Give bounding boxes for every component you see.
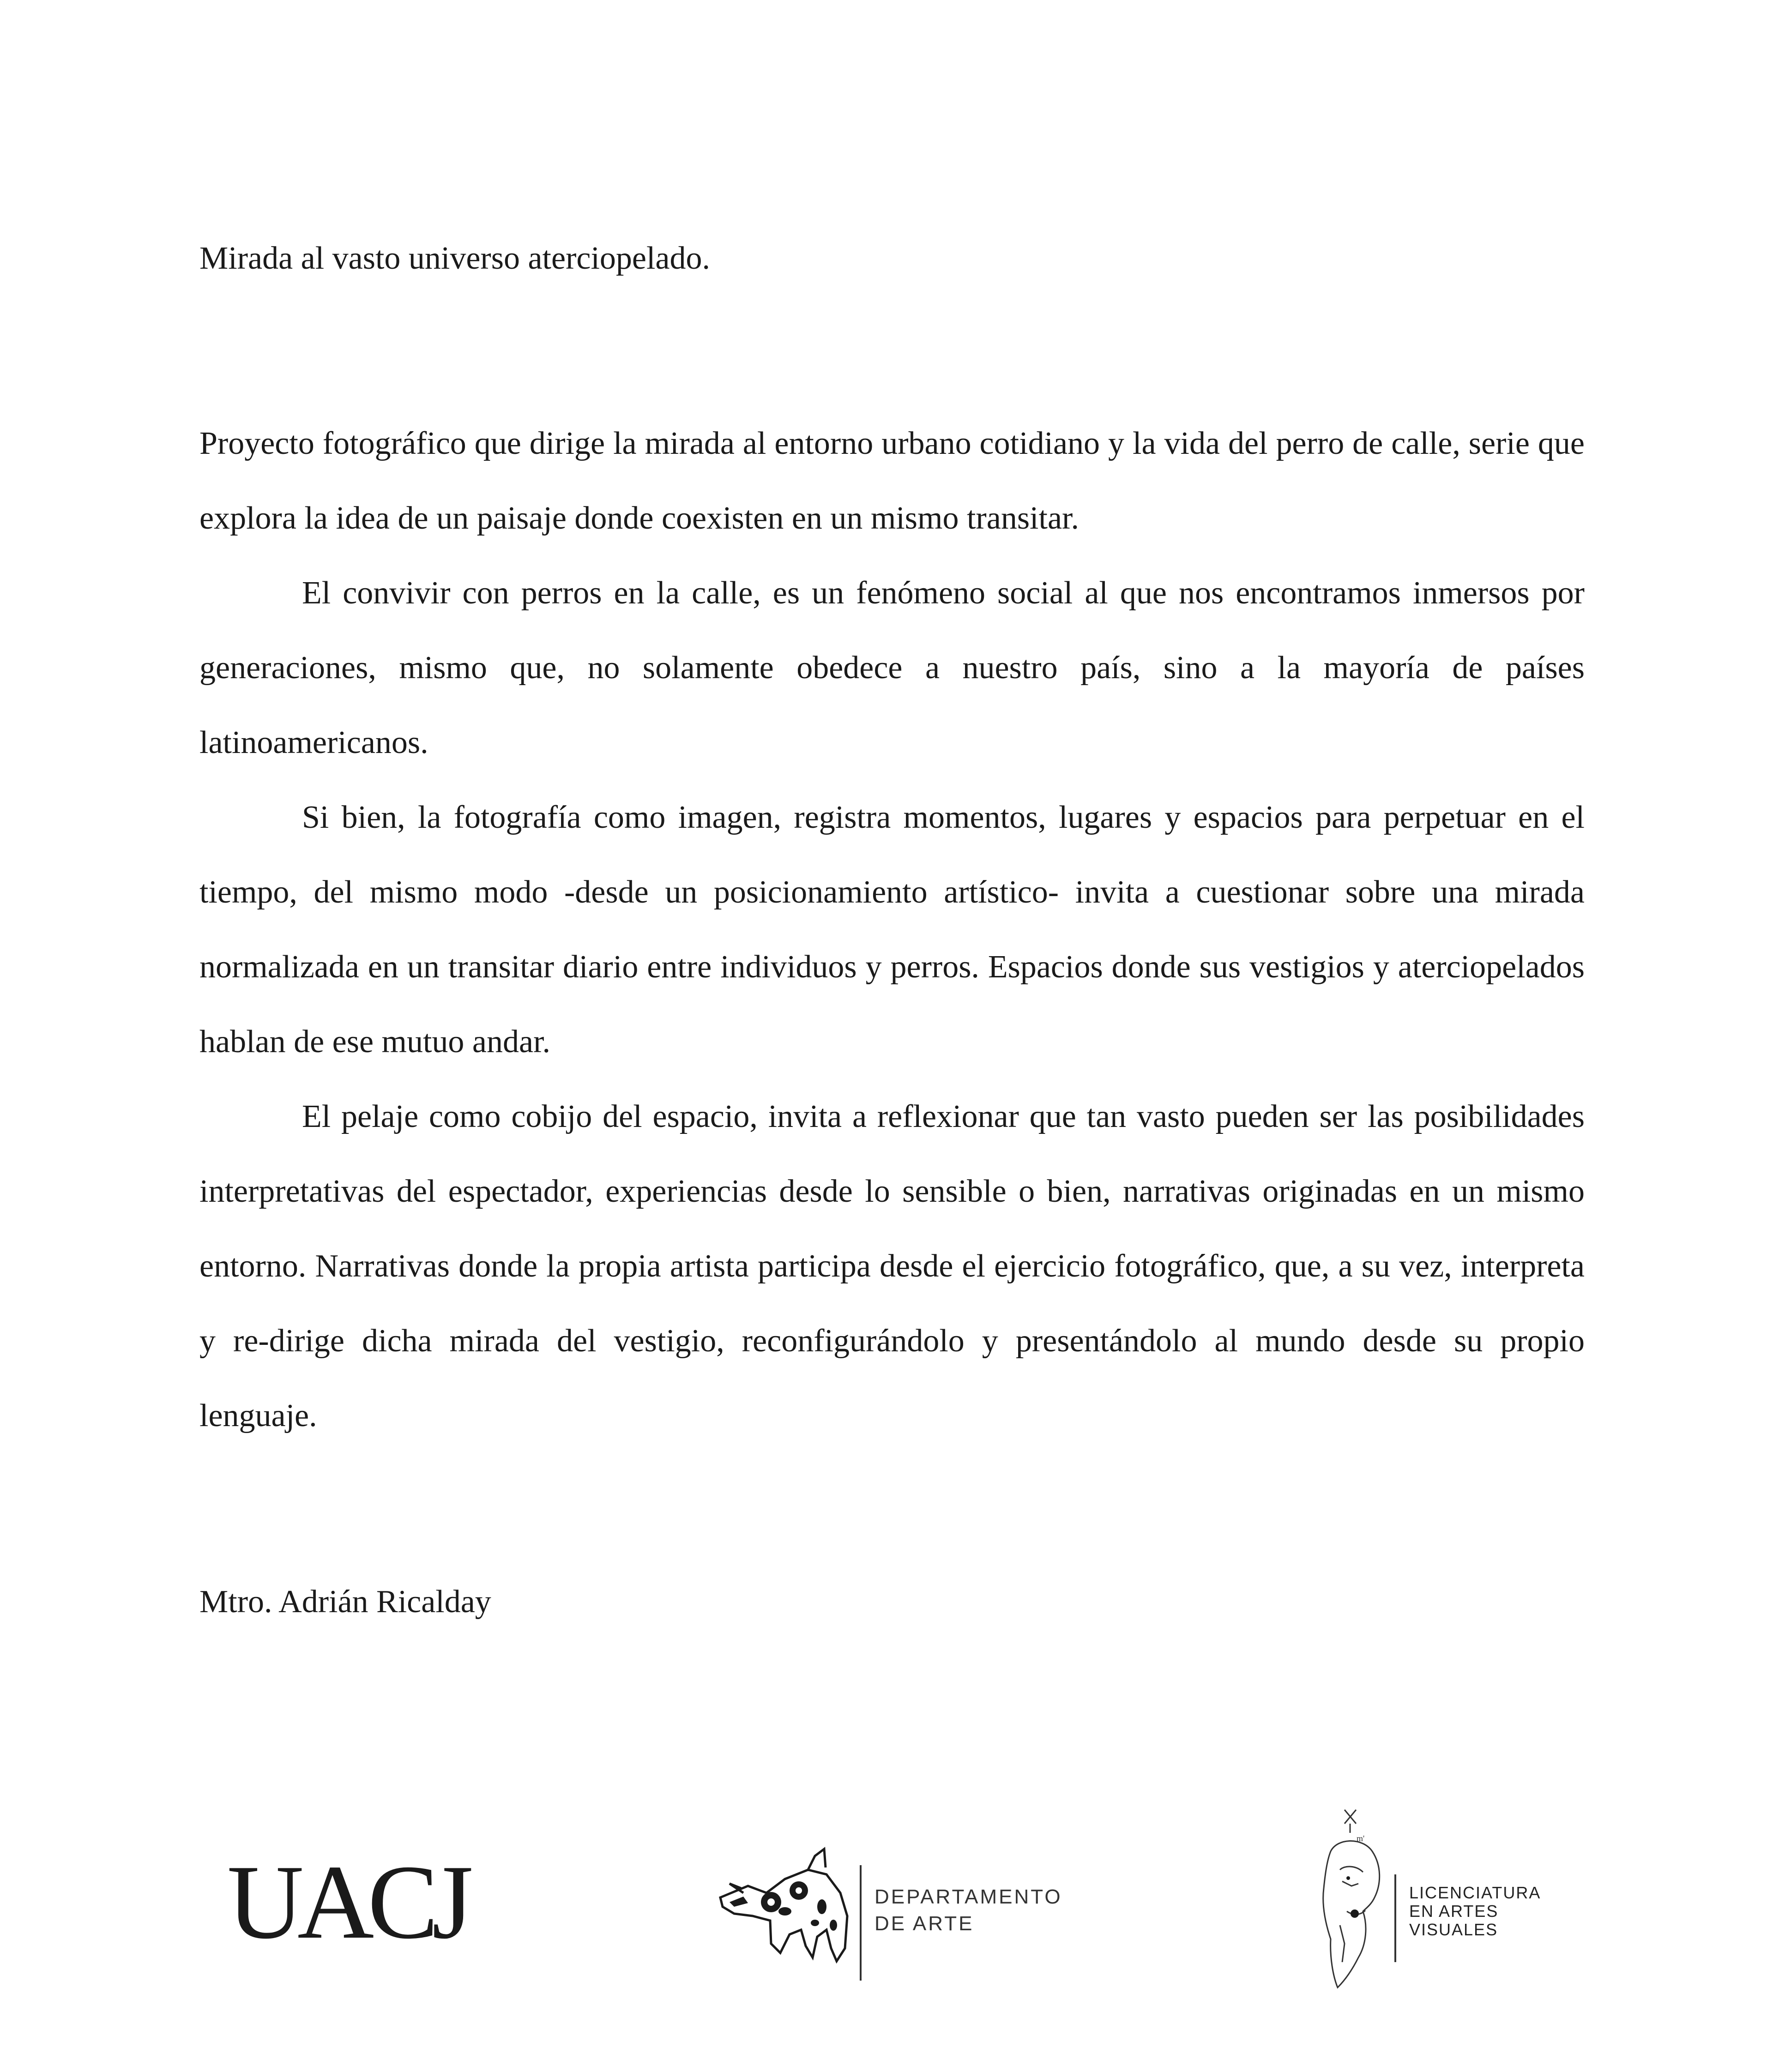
document-body xyxy=(199,406,1585,1453)
svg-text:m': m' xyxy=(1357,1834,1365,1843)
departamento-arte-text xyxy=(874,1884,1062,1937)
footer-logos xyxy=(0,1791,1773,2022)
licenciatura-line-1: LICENCIATURA xyxy=(1409,1883,1541,1902)
licenciatura-text xyxy=(1409,1884,1541,1939)
licenciatura-divider xyxy=(1394,1874,1396,1962)
departamento-arte-logo-mark xyxy=(716,1842,854,1967)
uacj-logo: UACJ xyxy=(227,1843,467,1961)
signature: Mtro. Adrián Ricalday xyxy=(199,1584,491,1620)
paragraph-2: El convivir con perros en la calle, es un fenómeno social al que nos encontramos inmersos por generaciones, mismo que, no solamente obedece a nuestro país, sino a la mayoría de países latinoamericanos. xyxy=(199,575,1585,760)
licenciatura-line-2: EN ARTES xyxy=(1409,1902,1499,1921)
paragraph-4: El pelaje como cobijo del espacio, invita a reflexionar que tan vasto pueden ser las posibilidades interpretativas del espectador, experiencias desde lo sensible o bien, narrativas originadas en un mismo entorno. Narrativas donde la propia artista participa desde el ejercicio fotográfico, que, a su vez, interpreta y re-dirige dicha mirada del vestigio, reconfigurándolo y presentándolo al mundo desde su propio lenguaje. xyxy=(199,1099,1585,1434)
departamento-divider xyxy=(860,1865,862,1981)
departamento-line-1: DEPARTAMENTO xyxy=(874,1885,1062,1908)
document-title: Mirada al vasto universo aterciopelado. xyxy=(199,241,710,276)
departamento-line-2: DE ARTE xyxy=(874,1912,974,1935)
paragraph-1: Proyecto fotográfico que dirige la mirada al entorno urbano cotidiano y la vida del perro de calle, serie que explora la idea de un paisaje donde coexisten en un mismo transitar. xyxy=(199,426,1585,536)
licenciatura-dog-logo-mark xyxy=(1312,1805,1395,1999)
licenciatura-line-3: VISUALES xyxy=(1409,1920,1498,1939)
paragraph-3: Si bien, la fotografía como imagen, registra momentos, lugares y espacios para perpetuar en el tiempo, del mismo modo -desde un posicionamiento artístico- invita a cuestionar sobre una mirada normalizada en un transitar diario entre individuos y perros. Espacios donde sus vestigios y aterciopelados hablan de ese mutuo andar. xyxy=(199,800,1585,1060)
